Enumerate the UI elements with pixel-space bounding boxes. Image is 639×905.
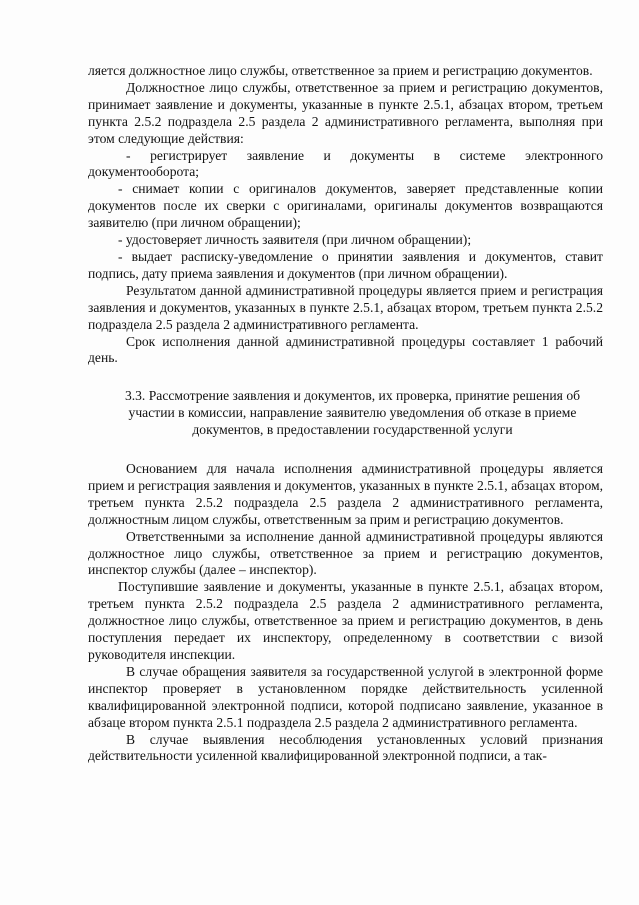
list-item-receipt: - выдает расписку-уведомление о принятии заявления и документов, ставит подпись, дату приема заявления и документов (при личном обращении). bbox=[88, 248, 603, 281]
paragraph-basis: Основанием для начала исполнения административной процедуры является прием и регистрация заявления и документов, указанных в пункте 2.5.1, абзацах втором, третьем пункта 2.5.2 подраздела 2.5 раздела 2 административного регламента, должностным лицом службы, ответственным за прим и регистрацию документов. bbox=[88, 461, 603, 527]
paragraph-incoming: Поступившие заявление и документы, указанные в пункте 2.5.1, абзацах втором, третьем пункта 2.5.2 подраздела 2.5 раздела 2 административного регламента, должностное лицо службы, ответственное за прием и регистрацию документов, в день поступления передает их инспектору, определенному в соответствии с визой руководителя инспекции. bbox=[88, 579, 603, 662]
document-body bbox=[88, 63, 603, 765]
paragraph-responsible: Ответственными за исполнение данной административной процедуры являются должностное лицо службы, ответственное за прием и регистрацию документов, инспектор службы (далее – инспектор). bbox=[88, 528, 603, 578]
paragraph-result: Результатом данной административной процедуры является прием и регистрация заявления и документов, указанных в пункте 2.5.1, абзацах втором, третьем пункта 2.5.2 подраздела 2.5 раздела 2 административного регламента. bbox=[88, 282, 603, 332]
list-item-register: - регистрирует заявление и документы в системе электронного документооборота; bbox=[88, 147, 603, 180]
list-item-copies: - снимает копии с оригиналов документов, заверяет представленные копии документов после их сверки с оригиналами, оригиналы документов возвращаются заявителю (при личном обращении); bbox=[88, 181, 603, 231]
paragraph-electronic: В случае обращения заявителя за государственной услугой в электронной форме инспектор проверяет в установленном порядке действительность усиленной квалифицированной электронной подписи, которой подписано заявление, указанное в абзаце втором пункта 2.5.1 подраздела 2.5 раздела 2 административного регламента. bbox=[88, 663, 603, 730]
paragraph-deadline: Срок исполнения данной административной процедуры составляет 1 рабочий день. bbox=[88, 333, 603, 366]
paragraph-signature-check: В случае выявления несоблюдения установленных условий признания действительности усиленной квалифицированной электронной подписи, а так- bbox=[88, 731, 603, 764]
section-heading: 3.3. Рассмотрение заявления и документов, их проверка, принятие решения об участии в комиссии, направление заявителю уведомления об отказе в приеме документов, в предоставлении государственной услуги bbox=[124, 388, 581, 438]
list-item-identity: - удостоверяет личность заявителя (при личном обращении); bbox=[118, 232, 472, 248]
paragraph-continuation: ляется должностное лицо службы, ответственное за прием и регистрацию документов. bbox=[88, 63, 593, 78]
paragraph-officer-duties: Должностное лицо службы, ответственное за прием и регистрацию документов, принимает заявление и документы, указанные в пункте 2.5.1, абзацах втором, третьем пункта 2.5.2 подраздела 2.5 раздела 2 административного регламента, выполняя при этом следующие действия: bbox=[88, 79, 603, 146]
